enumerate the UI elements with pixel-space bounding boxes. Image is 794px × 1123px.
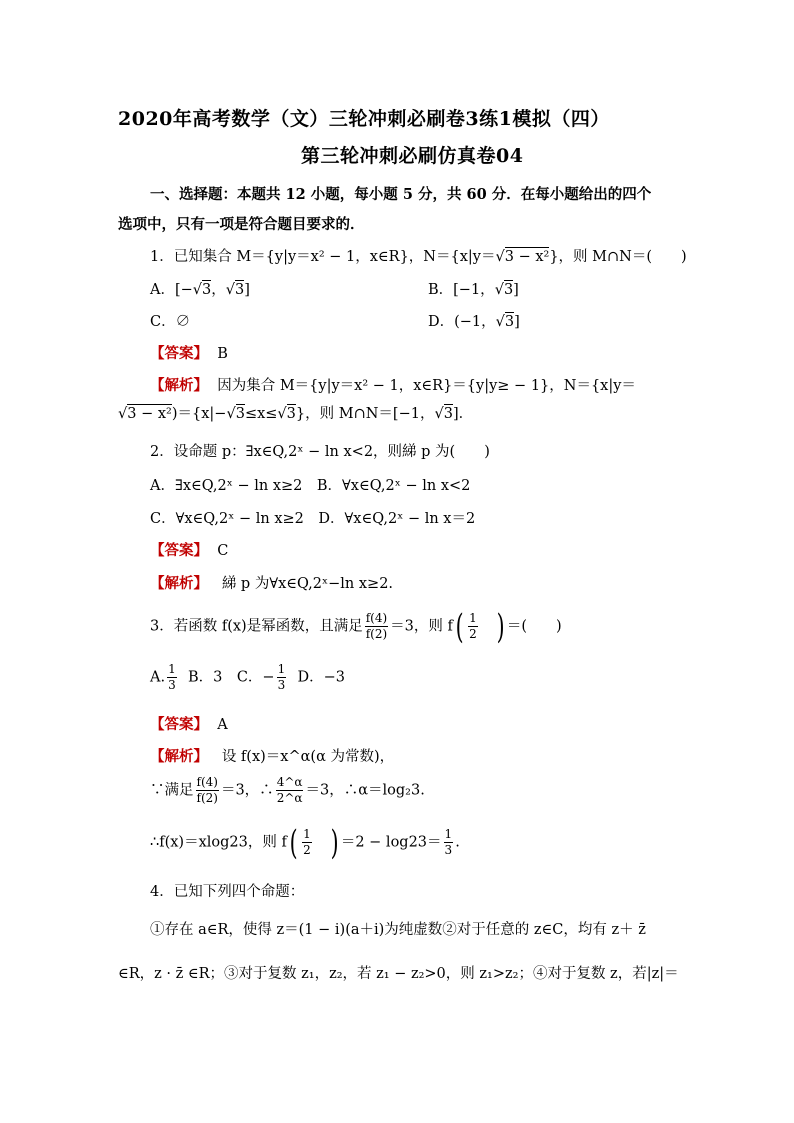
left-paren: ( bbox=[455, 606, 464, 647]
analysis-label: 【解析】 bbox=[150, 377, 208, 394]
q1-option-b bbox=[428, 278, 519, 299]
q2-answer bbox=[150, 539, 228, 560]
q2-options-line1: A．∃x∈Q,2ˣ − ln x≥2 B．∀x∈Q,2ˣ − ln x<2 bbox=[150, 478, 471, 494]
document-title-line1: 2020年高考数学（文）三轮冲刺必刷卷3练1模拟（四） bbox=[118, 108, 610, 130]
q1-option-d bbox=[428, 310, 520, 331]
q2-options-line2: C．∀x∈Q,2ˣ − ln x≥2 D．∀x∈Q,2ˣ − ln x＝2 bbox=[150, 511, 476, 527]
q1-option-a-pre: A．[− bbox=[150, 282, 193, 298]
q1-stem-part-b: }，则 M∩N＝( ) bbox=[549, 249, 687, 265]
frac-numerator: 1 bbox=[444, 827, 453, 841]
document-title-line2: 第三轮冲刺必刷仿真卷04 bbox=[301, 145, 524, 167]
frac-denominator: 3 bbox=[168, 678, 176, 692]
frac-numerator: 1 bbox=[277, 662, 286, 676]
q3-analysis3-part-b: ＝2 − log23＝ bbox=[340, 834, 442, 851]
section-instructions: 本题共 12 小题，每小题 5 分，共 60 分．在每小题给出的四个 bbox=[237, 186, 652, 203]
frac-denominator: 2 bbox=[303, 843, 311, 857]
answer-label: 【答案】 bbox=[150, 716, 208, 733]
q2-answer-value: C bbox=[217, 543, 229, 559]
q1-analysis-sqrt3: 3 bbox=[286, 406, 296, 422]
q3-option-c-fraction bbox=[277, 662, 287, 693]
q3-options bbox=[150, 662, 345, 693]
analysis-label: 【解析】 bbox=[150, 748, 208, 765]
q3-answer-value: A bbox=[217, 717, 228, 733]
q1-stem-sqrt: 3 − x² bbox=[504, 249, 550, 265]
q3-option-d: D．−3 bbox=[297, 669, 345, 686]
radical-sign: √ bbox=[192, 282, 203, 298]
q4-statement-line1: ①存在 a∈R，使得 z＝(1 − i)(a＋i)为纯虚数②对于任意的 z∈C，均有 z＋ z̄ bbox=[150, 922, 646, 938]
q3-analysis-fraction-result bbox=[444, 827, 454, 858]
q1-analysis-part-c: }，则 M∩N＝[−1， bbox=[295, 406, 435, 422]
q1-option-d-post: ] bbox=[514, 314, 520, 330]
radical-sign: √ bbox=[226, 406, 236, 422]
q1-analysis-text: 因为集合 M＝{y|y＝x² − 1，x∈R}＝{y|y≥ − 1}，N＝{x|y＝ bbox=[217, 378, 636, 394]
q1-analysis-sqrt4: 3 bbox=[443, 406, 453, 422]
q1-option-b-sqrt: 3 bbox=[503, 282, 514, 298]
frac-denominator: f(2) bbox=[196, 791, 218, 805]
radical-sign: √ bbox=[495, 249, 505, 265]
q1-analysis-line1 bbox=[150, 374, 636, 395]
q1-option-b-post: ] bbox=[513, 282, 519, 298]
q1-analysis-part-d: ]． bbox=[452, 406, 474, 422]
radical-sign: √ bbox=[277, 406, 287, 422]
q1-option-a-mid: ， bbox=[211, 282, 226, 298]
radical-sign: √ bbox=[434, 406, 444, 422]
q3-analysis3-part-a: ∴f(x)＝xlog23，则 f bbox=[150, 834, 287, 851]
section-number: 一、选择题： bbox=[150, 186, 237, 203]
section-instructions-cont: 选项中，只有一项是符合题目要求的． bbox=[118, 216, 365, 233]
frac-numerator: 1 bbox=[469, 611, 477, 625]
q1-option-d-pre: D．(−1， bbox=[428, 314, 496, 330]
frac-numerator: 1 bbox=[303, 827, 311, 841]
frac-denominator: 2 bbox=[469, 627, 477, 641]
q3-option-a-fraction bbox=[167, 662, 177, 693]
frac-denominator: 3 bbox=[444, 843, 453, 857]
question-4-stem: 4．已知下列四个命题： bbox=[150, 884, 305, 900]
frac-numerator: f(4) bbox=[365, 611, 388, 625]
q3-analysis-part-a: ∵满足 bbox=[150, 782, 194, 799]
radical-sign: √ bbox=[118, 406, 128, 422]
q3-fraction-half bbox=[468, 611, 478, 642]
q1-analysis-part-b: ≤x≤ bbox=[244, 406, 278, 422]
q3-analysis3-part-c: . bbox=[455, 834, 460, 851]
right-paren: ) bbox=[496, 606, 505, 647]
left-paren: ( bbox=[289, 822, 298, 863]
q3-analysis-text: 设 f(x)＝x^α(α 为常数)， bbox=[221, 749, 395, 765]
q3-option-b-c: B．3 C．− bbox=[187, 669, 275, 686]
analysis-label: 【解析】 bbox=[150, 575, 208, 592]
q1-option-a-sqrt2: 3 bbox=[235, 282, 245, 298]
q1-analysis-part-a: )＝{x|− bbox=[171, 406, 227, 422]
section-heading bbox=[150, 183, 651, 204]
q1-stem-part-a: 1．已知集合 M＝{y|y＝x² − 1，x∈R}，N＝{x|y＝ bbox=[150, 249, 496, 265]
right-paren: ) bbox=[330, 822, 339, 863]
q1-option-d-sqrt: 3 bbox=[504, 314, 515, 330]
q3-analysis-fraction-pow bbox=[276, 775, 304, 806]
q1-analysis-line2 bbox=[118, 402, 473, 423]
q3-stem-part-c: ＝( ) bbox=[506, 618, 562, 635]
frac-denominator: 3 bbox=[277, 678, 286, 692]
q1-answer-value: B bbox=[217, 346, 228, 362]
q1-option-b-pre: B．[−1， bbox=[428, 282, 495, 298]
q1-option-a bbox=[150, 278, 250, 299]
q3-stem-part-b: ＝3，则 f bbox=[390, 618, 453, 635]
q2-analysis-text: 綈 p 为∀x∈Q,2ˣ−ln x≥2. bbox=[221, 576, 394, 592]
q1-answer bbox=[150, 342, 228, 363]
question-1-stem bbox=[150, 245, 687, 266]
q1-option-c: C．∅ bbox=[150, 314, 191, 330]
q3-analysis-part-c: ＝3，∴α＝log₂3. bbox=[305, 782, 425, 799]
radical-sign: √ bbox=[495, 314, 505, 330]
q3-analysis-line3 bbox=[150, 822, 460, 863]
radical-sign: √ bbox=[494, 282, 504, 298]
q1-analysis-sqrt2: 3 bbox=[235, 406, 245, 422]
frac-denominator: 2^α bbox=[276, 791, 303, 805]
frac-denominator: f(2) bbox=[365, 627, 388, 641]
q3-stem-part-a: 3．若函数 f(x)是幂函数，且满足 bbox=[150, 618, 363, 635]
frac-numerator: f(4) bbox=[196, 775, 218, 789]
q3-answer bbox=[150, 713, 228, 734]
q2-analysis bbox=[150, 572, 393, 593]
q4-statement-line2: ∈R，z · z̄ ∈R；③对于复数 z₁，z₂，若 z₁ − z₂>0，则 z₁>z₂；④对于复数 z，若|z|＝ bbox=[118, 966, 679, 982]
q3-analysis-part-b: ＝3，∴ bbox=[220, 782, 274, 799]
q1-option-a-sqrt1: 3 bbox=[202, 282, 212, 298]
q3-analysis-line1 bbox=[150, 745, 394, 766]
frac-numerator: 4^α bbox=[276, 775, 303, 789]
q3-fraction-f4-f2 bbox=[365, 611, 388, 642]
frac-numerator: 1 bbox=[168, 662, 176, 676]
q3-analysis-line2 bbox=[150, 775, 425, 806]
q3-analysis-fraction-half bbox=[302, 827, 312, 858]
question-2-stem: 2．设命题 p：∃x∈Q,2ˣ − ln x<2，则綈 p 为( ) bbox=[150, 444, 490, 460]
q1-analysis-sqrt: 3 − x² bbox=[127, 406, 172, 422]
answer-label: 【答案】 bbox=[150, 542, 208, 559]
answer-label: 【答案】 bbox=[150, 345, 208, 362]
question-3-stem bbox=[150, 606, 562, 647]
q3-analysis-fraction-f bbox=[196, 775, 219, 806]
q1-option-a-post: ] bbox=[244, 282, 250, 298]
radical-sign: √ bbox=[225, 282, 236, 298]
q3-option-a-label: A. bbox=[150, 669, 166, 686]
